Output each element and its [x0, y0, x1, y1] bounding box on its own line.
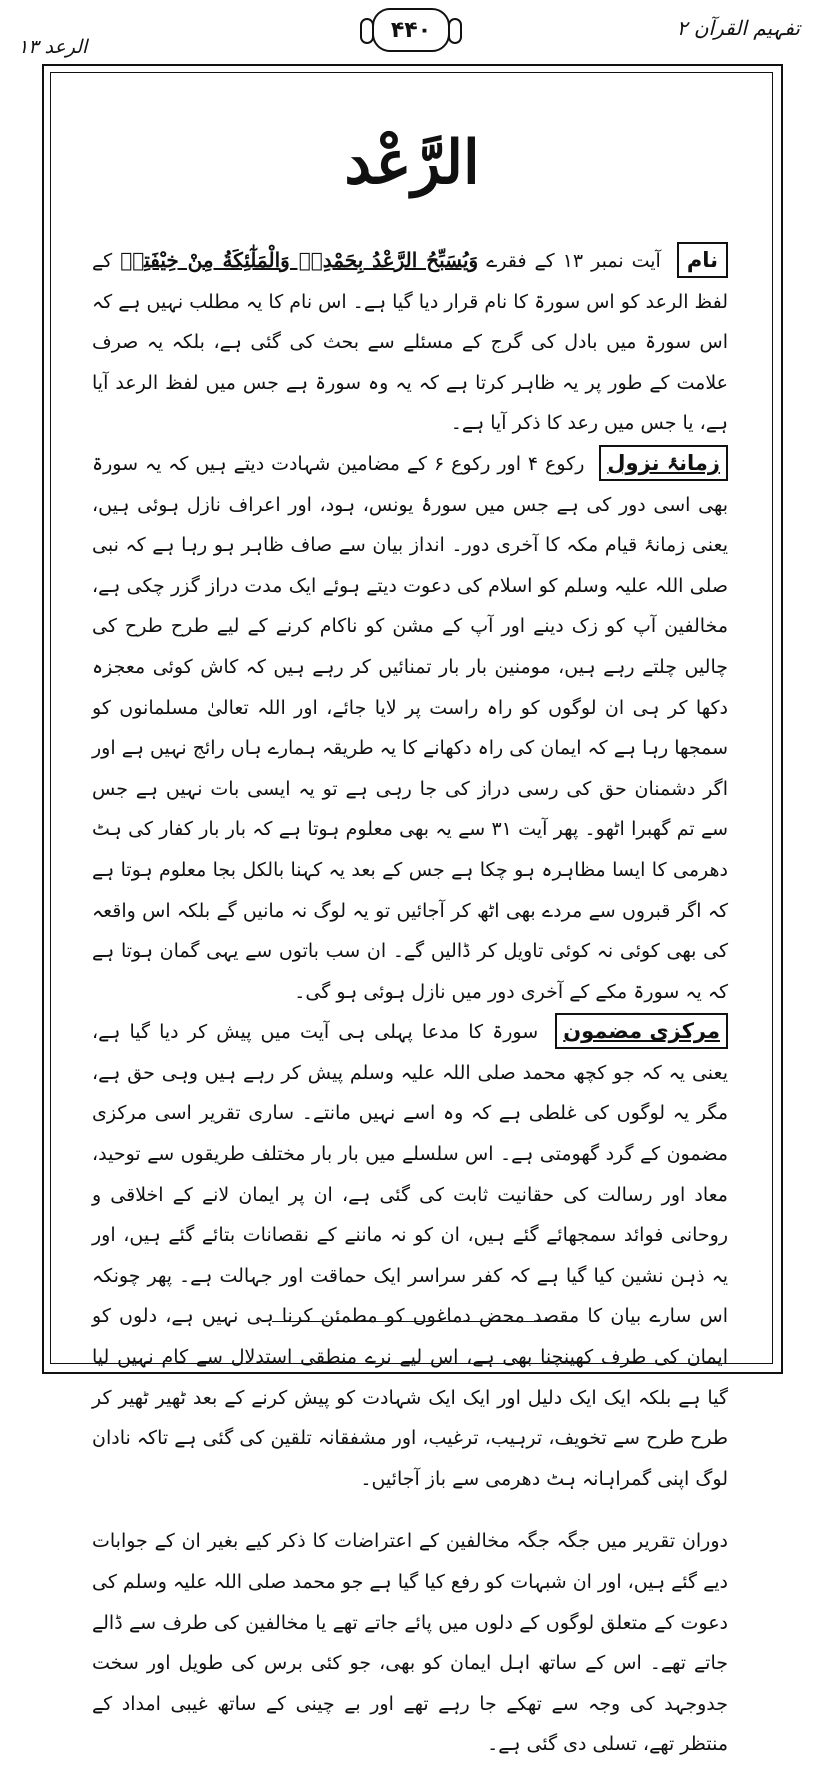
- paragraph-markazi: [92, 1012, 728, 1499]
- running-header-surah: الرعد ۱۳: [18, 36, 88, 58]
- markazi-text: سورۃ کا مدعا پہلی ہی آیت میں پیش کر دیا گیا ہے، یعنی یہ کہ جو کچھ محمد صلی اللہ علیہ وسلم پیش کر رہے ہیں وہی حق ہے، مگر یہ لوگوں کی غلطی ہے کہ وہ اسے نہیں مانتے۔ ساری تقریر اسی مرکزی مضمون کے گرد گھومتی ہے۔ اس سلسلے میں بار بار مختلف طریقوں سے توحید، معاد اور رسالت کی حقانیت ثابت کی گئی ہے، ان پر ایمان لانے کے اخلاقی و روحانی فوائد سمجھائے گئے ہیں، ان کو نہ ماننے کے نقصانات بتائے گئے ہیں، اور یہ ذہن نشین کیا گیا ہے کہ کفر سراسر ایک حماقت اور جہالت ہے۔ پھر چونکہ اس سارے بیان کا مقصد محض دماغوں کو مطمئن کرنا ہی نہیں ہے، دلوں کو ایمان کی طرف کھینچنا بھی ہے، اس لیے نرے منطقی استدلال سے کام نہیں لیا گیا ہے بلکہ ایک ایک دلیل اور ایک ایک شہادت کو پیش کرنے کے بعد ٹھیر ٹھیر کر طرح طرح سے تخویف، ترہیب، ترغیب، اور مشفقانہ تلقین کی گئی ہے تاکہ نادان لوگ اپنی گمراہانہ ہٹ دھرمی سے باز آجائیں۔: [92, 1021, 728, 1490]
- end-rule: [272, 1321, 556, 1322]
- naam-text-1: آیت نمبر ۱۳ کے فقرے: [486, 250, 661, 272]
- page-number: ۴۴۰: [372, 8, 450, 52]
- section-label-naam: نام: [677, 242, 728, 278]
- naam-arabic-verse: وَيُسَبِّحُ الرَّعْدُ بِحَمْدِهٖ وَالْمَلٰٓئِكَةُ مِنْ خِيْفَتِهٖ: [120, 248, 479, 272]
- section-label-zamana-nuzool: زمانۂ نزول: [599, 445, 728, 481]
- running-header-book-title: تفہیم القرآن ۲: [676, 16, 800, 40]
- paragraph-zamana: [92, 444, 728, 1012]
- surah-title: الرَّعْد: [344, 128, 480, 198]
- zamana-text: رکوع ۴ اور رکوع ۶ کے مضامین شہادت دیتے ہیں کہ یہ سورۃ بھی اسی دور کی ہے جس میں سورۂ یونس، ہود، اور اعراف نازل ہوئی ہیں، یعنی زمانۂ قیام مکہ کا آخری دور۔ انداز بیان سے صاف ظاہر ہو رہا ہے کہ نبی صلی اللہ علیہ وسلم کو اسلام کی دعوت دیتے ہوئے ایک مدت دراز گزر چکی ہے، مخالفین آپ کو زک دینے اور آپ کے مشن کو ناکام کرنے کے لیے طرح طرح کی چالیں چلتے رہے ہیں، مومنین بار بار تمنائیں کر رہے ہیں کہ کاش کوئی معجزہ دکھا کر ہی ان لوگوں کو راہ راست پر لایا جائے، اور اللہ تعالیٰ مسلمانوں کو سمجھا رہا ہے کہ ایمان کی راہ دکھانے کا یہ طریقہ ہمارے ہاں رائج نہیں ہے اور اگر دشمنان حق کی رسی دراز کی جا رہی ہے تو یہ ایسی بات نہیں ہے جس سے تم گھبرا اٹھو۔ پھر آیت ۳۱ سے یہ بھی معلوم ہوتا ہے کہ بار بار کفار کی ہٹ دھرمی کا ایسا مظاہرہ ہو چکا ہے جس کے بعد یہ کہنا بالکل بجا معلوم ہوتا ہے کہ اگر قبروں سے مردے بھی اٹھ کر آجائیں تو یہ لوگ نہ مانیں گے بلکہ اس واقعہ کی بھی کوئی نہ کوئی تاویل کر ڈالیں گے۔ ان سب باتوں سے یہی گمان ہوتا ہے کہ یہ سورۃ مکے کے آخری دور میں نازل ہوئی ہو گی۔: [92, 452, 728, 1003]
- closing-text: دوران تقریر میں جگہ جگہ مخالفین کے اعتراضات کا ذکر کیے بغیر ان کے جوابات دیے گئے ہیں، اور ان شبہات کو رفع کیا گیا ہے جو محمد صلی اللہ علیہ وسلم کی دعوت کے متعلق لوگوں کے دلوں میں پائے جاتے تھے یا مخالفین کی طرف سے ڈالے جاتے تھے۔ اس کے ساتھ اہل ایمان کو بھی، جو کئی برس کی طویل اور سخت جدوجہد کی وجہ سے تھکے جا رہے تھے اور بے چینی کے ساتھ غیبی امداد کے منتظر تھے، تسلی دی گئی ہے۔: [92, 1530, 728, 1756]
- naam-text-2: کے لفظ الرعد کو اس سورۃ کا نام قرار دیا گیا ہے۔ اس نام کا یہ مطلب نہیں ہے کہ اس سورۃ میں بادل کی گرج کے مسئلے سے بحث کی گئی ہے، بلکہ یہ صرف علامت کے طور پر یہ ظاہر کرتا ہے کہ یہ وہ سورۃ ہے جس میں لفظ الرعد آیا ہے، یا جس میں رعد کا ذکر آیا ہے۔: [92, 250, 728, 435]
- paragraph-closing: [92, 1521, 728, 1765]
- body-text: [92, 240, 728, 1765]
- paragraph-naam: [92, 240, 728, 444]
- section-label-markazi-mazmoon: مرکزی مضمون: [555, 1013, 728, 1049]
